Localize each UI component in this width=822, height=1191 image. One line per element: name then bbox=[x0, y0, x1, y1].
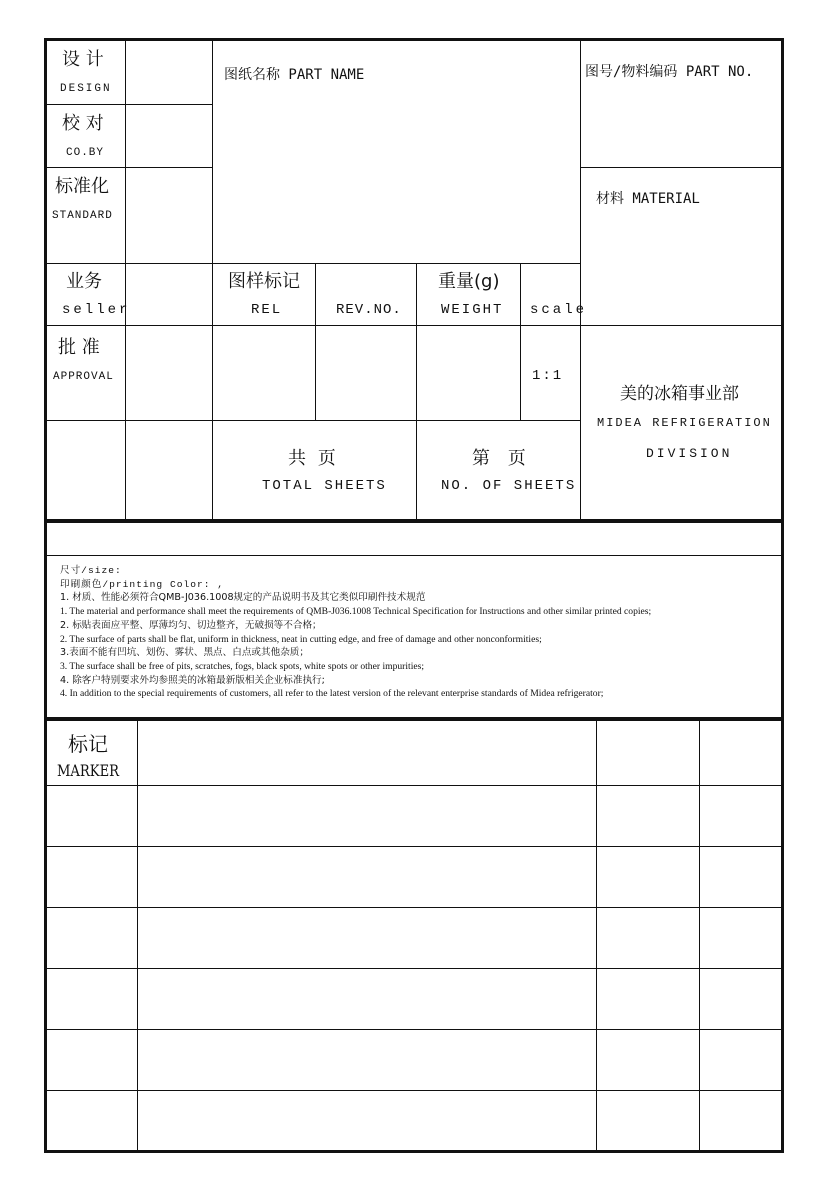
divider bbox=[46, 420, 580, 421]
rel-label-zh: 图样标记 bbox=[228, 271, 300, 292]
part-name-label: 图纸名称 PART NAME bbox=[224, 67, 365, 83]
weight-label-en: WEIGHT bbox=[441, 302, 504, 318]
notes-block bbox=[60, 564, 651, 701]
part-no-label: 图号/物料编码 PART NO. bbox=[585, 64, 754, 80]
standard-label-zh: 标准化 bbox=[55, 176, 109, 197]
table-row-divider bbox=[46, 1029, 782, 1030]
note-line: 2. 标贴表面应平整、厚薄均匀、切边整齐，无破损等不合格； bbox=[60, 619, 322, 631]
note-line: 2. The surface of parts shall be flat, uniform in thickness, neat in cutting edge, and free of damage and other nonconformities; bbox=[60, 633, 542, 645]
check-label-en: CO.BY bbox=[66, 147, 105, 159]
design-label-en: DESIGN bbox=[60, 83, 112, 95]
divider bbox=[46, 104, 212, 105]
table-row-divider bbox=[46, 785, 782, 786]
marker-table-frame bbox=[44, 718, 784, 1153]
scale-label: scale bbox=[530, 302, 588, 318]
divider bbox=[46, 167, 212, 168]
divider bbox=[315, 263, 316, 420]
seller-label-en: seller bbox=[62, 302, 131, 318]
notes-divider bbox=[46, 555, 782, 556]
divider bbox=[212, 40, 213, 520]
approval-label-zh: 批 准 bbox=[58, 337, 100, 358]
divider bbox=[580, 167, 782, 168]
note-line: 4. 除客户特别要求外均参照美的冰箱最新版相关企业标准执行; bbox=[60, 674, 325, 686]
material-label: 材料 MATERIAL bbox=[596, 191, 700, 207]
rev-no-label: REV.NO. bbox=[336, 302, 402, 318]
no-of-sheets-en: NO. OF SHEETS bbox=[441, 478, 577, 494]
table-row-divider bbox=[46, 1090, 782, 1091]
company-name-zh: 美的冰箱事业部 bbox=[620, 384, 739, 404]
table-row-divider bbox=[46, 907, 782, 908]
marker-header-en: MARKER bbox=[57, 761, 120, 780]
approval-label-en: APPROVAL bbox=[53, 371, 114, 383]
divider bbox=[580, 40, 581, 520]
design-label-zh: 设 计 bbox=[62, 49, 104, 70]
weight-label-zh: 重量(g) bbox=[438, 271, 500, 292]
standard-label-en: STANDARD bbox=[52, 210, 113, 222]
total-sheets-en: TOTAL SHEETS bbox=[262, 478, 387, 494]
color-note: 印刷颜色/printing Color: , bbox=[60, 578, 225, 590]
divider bbox=[46, 325, 782, 326]
note-line: 1. 材质、性能必须符合QMB-J036.1008规定的产品说明书及其它类似印刷件技术规范 bbox=[60, 592, 426, 604]
size-note: 尺寸/size: bbox=[60, 565, 122, 576]
divider bbox=[125, 40, 126, 520]
rel-label-en: REL bbox=[251, 302, 283, 318]
divider bbox=[520, 263, 521, 420]
company-name-en-2: DIVISION bbox=[646, 446, 733, 461]
table-row-divider bbox=[46, 968, 782, 969]
check-label-zh: 校 对 bbox=[62, 113, 104, 134]
note-line: 3.表面不能有凹坑、划伤、雾状、黑点、白点或其他杂质； bbox=[60, 647, 309, 659]
company-name-en-1: MIDEA REFRIGERATION bbox=[597, 416, 772, 430]
note-line: 4. In addition to the special requirements of customers, all refer to the latest version of the relevant enterprise standards of Midea refrigerator; bbox=[60, 688, 604, 700]
note-line: 1. The material and performance shall meet the requirements of QMB-J036.1008 Technical Specification for Instructions and other similar printed copies; bbox=[60, 606, 652, 618]
table-row-divider bbox=[46, 846, 782, 847]
scale-value: 1:1 bbox=[532, 368, 564, 384]
no-of-sheets-zh: 第 页 bbox=[472, 448, 526, 469]
marker-header-zh: 标记 bbox=[68, 732, 108, 756]
divider bbox=[46, 263, 580, 264]
divider bbox=[416, 263, 417, 520]
total-sheets-zh: 共 页 bbox=[288, 448, 336, 469]
note-line: 3. The surface shall be free of pits, scratches, fogs, black spots, white spots or other impurities; bbox=[60, 660, 425, 672]
seller-label-zh: 业务 bbox=[66, 271, 102, 292]
